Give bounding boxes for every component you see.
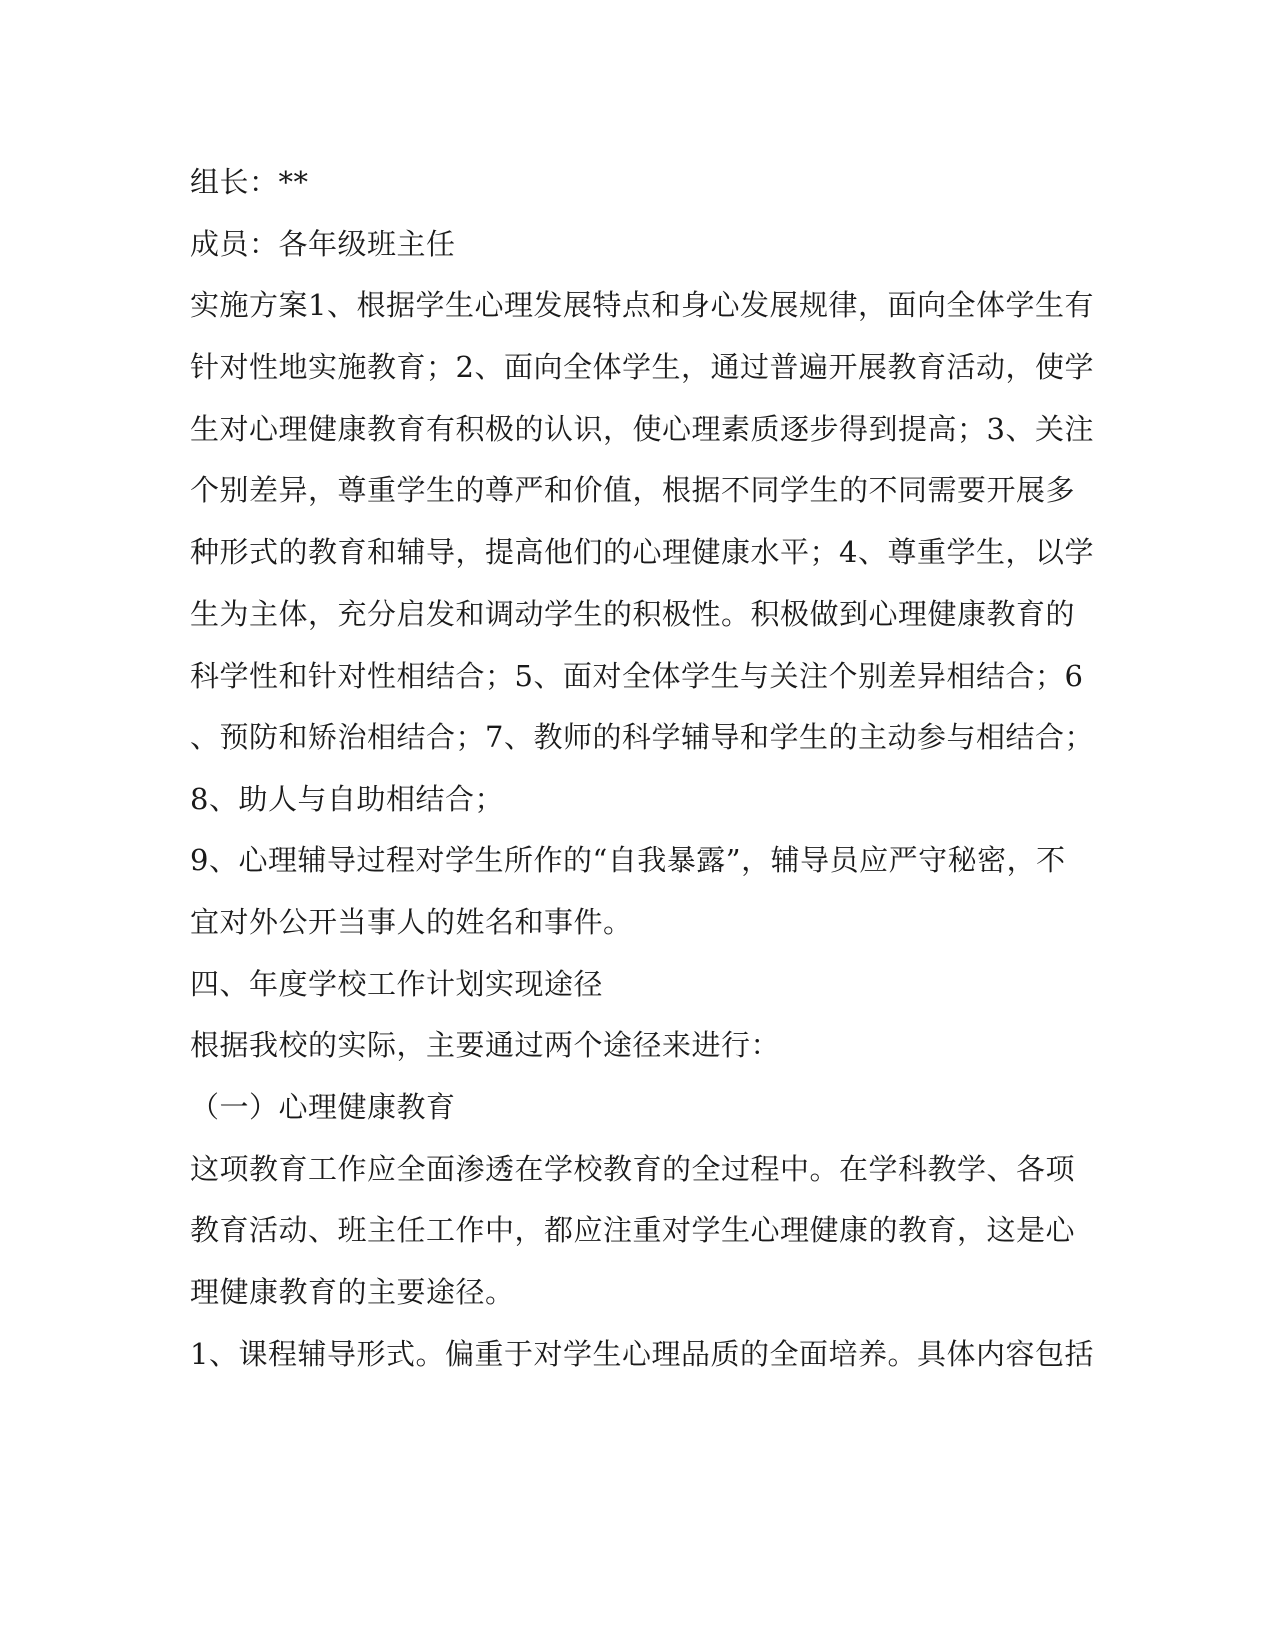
text-line: 这项教育工作应全面渗透在学校教育的全过程中。在学科教学、各项	[190, 1152, 1076, 1186]
text-line: 1、课程辅导形式。偏重于对学生心理品质的全面培养。具体内容包括	[190, 1337, 1094, 1371]
text-line: 教育活动、班主任工作中，都应注重对学生心理健康的教育，这是心	[190, 1213, 1076, 1247]
text-line: 个别差异，尊重学生的尊严和价值，根据不同学生的不同需要开展多	[190, 473, 1076, 507]
text-line: 理健康教育的主要途径。	[190, 1275, 515, 1309]
text-line: 生对心理健康教育有积极的认识，使心理素质逐步得到提高；3、关注	[190, 412, 1094, 446]
text-line: 宜对外公开当事人的姓名和事件。	[190, 905, 633, 939]
text-line: 实施方案1、根据学生心理发展特点和身心发展规律，面向全体学生有	[190, 288, 1094, 322]
text-line: 组长：**	[190, 165, 309, 199]
text-line: 根据我校的实际，主要通过两个途径来进行：	[190, 1028, 781, 1062]
text-line: 9、心理辅导过程对学生所作的“自我暴露”，辅导员应严守秘密，不	[190, 843, 1066, 877]
text-line: 、预防和矫治相结合；7、教师的科学辅导和学生的主动参与相结合；	[190, 720, 1094, 754]
text-line: 针对性地实施教育；2、面向全体学生，通过普遍开展教育活动，使学	[190, 350, 1094, 384]
subsection-heading: （一）心理健康教育	[190, 1090, 456, 1124]
section-heading: 四、年度学校工作计划实现途径	[190, 967, 604, 1001]
text-line: 科学性和针对性相结合；5、面对全体学生与关注个别差异相结合；6	[190, 659, 1084, 693]
text-line: 生为主体，充分启发和调动学生的积极性。积极做到心理健康教育的	[190, 597, 1076, 631]
text-line: 成员：各年级班主任	[190, 227, 456, 261]
text-line: 8、助人与自助相结合；	[190, 782, 504, 816]
text-line: 种形式的教育和辅导，提高他们的心理健康水平；4、尊重学生，以学	[190, 535, 1094, 569]
